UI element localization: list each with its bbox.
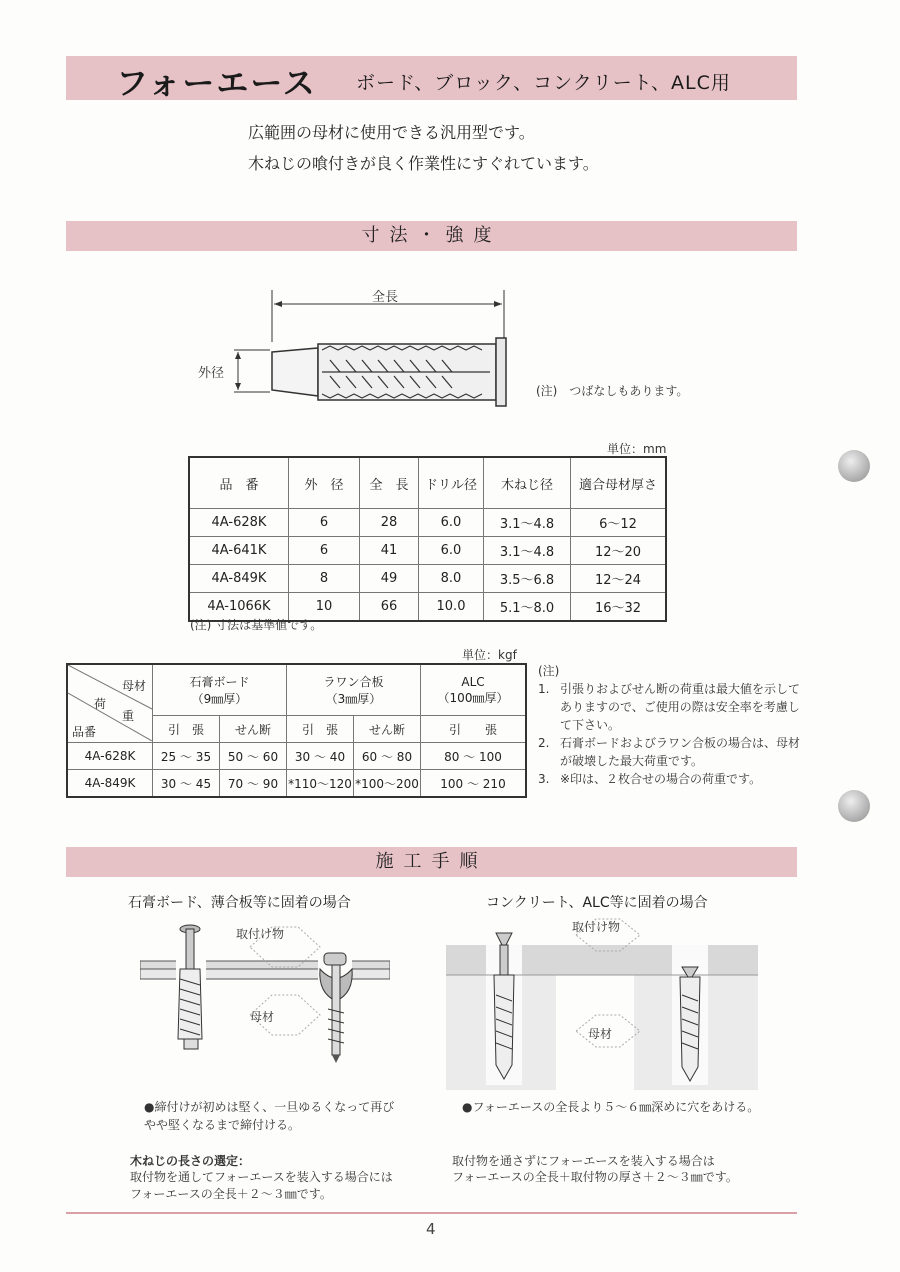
table-row bbox=[189, 565, 666, 593]
cell: 25 ～ 35 bbox=[153, 743, 220, 770]
cell: 12～20 bbox=[571, 537, 667, 565]
load-corner-cell bbox=[67, 664, 153, 743]
load-table bbox=[66, 663, 527, 798]
note-number: 1. bbox=[538, 682, 550, 696]
cell: 12～24 bbox=[571, 565, 667, 593]
cell: 8 bbox=[289, 565, 360, 593]
corner-load-label-2: 重 bbox=[122, 709, 135, 723]
left-fixture-label: 取付け物 bbox=[236, 927, 285, 941]
dimension-table bbox=[188, 456, 667, 622]
load-header-row bbox=[67, 664, 526, 716]
material-gypsum bbox=[153, 664, 287, 716]
dimension-header-row bbox=[189, 457, 666, 509]
load-notes bbox=[538, 662, 800, 788]
footer-rule bbox=[66, 1212, 797, 1214]
diameter-label: 外径 bbox=[198, 366, 225, 381]
material-plywood-thickness: （3㎜厚） bbox=[325, 692, 382, 706]
cell: 70 ～ 90 bbox=[220, 770, 287, 798]
material-gypsum-name: 石膏ボード bbox=[189, 675, 250, 689]
material-alc bbox=[421, 664, 527, 716]
section-procedure-title: 施工手順 bbox=[66, 847, 797, 877]
note-text: 石膏ボードおよびラワン合板の場合は、母材が破壊した最大荷重です。 bbox=[560, 736, 801, 768]
subheader-shear: せん断 bbox=[220, 716, 287, 743]
cell: 6～12 bbox=[571, 509, 667, 537]
left-base-label: 母材 bbox=[250, 1010, 275, 1024]
cell: 4A-641K bbox=[189, 537, 289, 565]
intro-line-2: 木ねじの喰付きが良く作業性にすぐれています。 bbox=[248, 154, 599, 173]
dimension-unit: 単位：mm bbox=[607, 442, 667, 456]
note-number: 2. bbox=[538, 736, 550, 750]
cell: 10 bbox=[289, 593, 360, 622]
cell: 6.0 bbox=[419, 509, 484, 537]
note-text: 引張りおよびせん断の荷重は最大値を示してありますので、ご使用の際は安全率を考慮して下さい。 bbox=[560, 682, 801, 732]
cell: 4A-628K bbox=[189, 509, 289, 537]
subheader-tension: 引 張 bbox=[421, 716, 527, 743]
cell: 5.1～8.0 bbox=[484, 593, 571, 622]
cell: 3.1～4.8 bbox=[484, 509, 571, 537]
title-band bbox=[66, 56, 797, 100]
left-screw-text-2: フォーエースの全長＋２～３㎜です。 bbox=[130, 1187, 332, 1201]
cell: 4A-849K bbox=[67, 770, 153, 798]
subheader-tension: 引 張 bbox=[287, 716, 354, 743]
right-base-label: 母材 bbox=[588, 1027, 613, 1041]
cell: 60 ～ 80 bbox=[354, 743, 421, 770]
anchor-diagram bbox=[190, 280, 530, 420]
cell: 4A-849K bbox=[189, 565, 289, 593]
intro-line-1: 広範囲の母材に使用できる汎用型です。 bbox=[248, 123, 535, 142]
col-outer-diameter: 外 径 bbox=[289, 457, 360, 509]
subheader-tension: 引 張 bbox=[153, 716, 220, 743]
cell: 41 bbox=[360, 537, 419, 565]
cell: 30 ～ 45 bbox=[153, 770, 220, 798]
material-alc-thickness: （100㎜厚） bbox=[437, 690, 509, 705]
cell: 6.0 bbox=[419, 537, 484, 565]
cell: 50 ～ 60 bbox=[220, 743, 287, 770]
product-title: フォーエース bbox=[116, 64, 317, 102]
cell: 49 bbox=[360, 565, 419, 593]
table-row bbox=[67, 743, 526, 770]
cell: 10.0 bbox=[419, 593, 484, 622]
load-unit: 単位：kgf bbox=[462, 648, 517, 662]
cell: 80 ～ 100 bbox=[421, 743, 527, 770]
diagram-note: (注) つばなしもあります。 bbox=[536, 384, 689, 398]
right-bullet: ●フォーエースの全長より５～６㎜深めに穴をあける。 bbox=[462, 1100, 760, 1114]
material-gypsum-thickness: （9㎜厚） bbox=[191, 692, 248, 706]
table-row bbox=[189, 509, 666, 537]
left-procedure-heading: 石膏ボード、薄合板等に固着の場合 bbox=[128, 895, 351, 911]
dimension-table-note: (注) 寸法は基準値です。 bbox=[190, 618, 323, 632]
cell: 4A-628K bbox=[67, 743, 153, 770]
cell: 3.5～6.8 bbox=[484, 565, 571, 593]
cell: *110～120 bbox=[287, 770, 354, 798]
right-screw-text-2: フォーエースの全長＋取付物の厚さ＋２～３㎜です。 bbox=[452, 1170, 738, 1184]
cell: 8.0 bbox=[419, 565, 484, 593]
left-bullet: ●締付けが初めは堅く、一旦ゆるくなって再びやや堅くなるまで締付ける。 bbox=[144, 1100, 395, 1132]
total-length-label: 全長 bbox=[372, 290, 399, 305]
table-row bbox=[189, 537, 666, 565]
note-text: ※印は、２枚合せの場合の荷重です。 bbox=[560, 772, 762, 786]
screw-length-title: 木ねじの長さの選定： bbox=[130, 1154, 251, 1168]
note-item bbox=[538, 770, 800, 788]
cell: 30 ～ 40 bbox=[287, 743, 354, 770]
note-item bbox=[538, 734, 800, 770]
col-total-length: 全 長 bbox=[360, 457, 419, 509]
right-procedure-heading: コンクリート、ALC等に固着の場合 bbox=[486, 895, 708, 911]
concrete-install-illustration bbox=[446, 915, 758, 1090]
cell: 4A-1066K bbox=[189, 593, 289, 622]
cell: 3.1～4.8 bbox=[484, 537, 571, 565]
cell: 100 ～ 210 bbox=[421, 770, 527, 798]
corner-base-label: 母材 bbox=[121, 679, 146, 693]
cell: 6 bbox=[289, 509, 360, 537]
binder-hole-bottom bbox=[838, 790, 870, 822]
binder-hole-top bbox=[838, 450, 870, 482]
cell: 16～32 bbox=[571, 593, 667, 622]
table-row bbox=[67, 770, 526, 798]
right-fixture-label: 取付け物 bbox=[572, 920, 621, 934]
cell: 6 bbox=[289, 537, 360, 565]
corner-load-label-1: 荷 bbox=[94, 697, 107, 711]
page-number: 4 bbox=[426, 1220, 436, 1238]
col-screw-diameter: 木ねじ径 bbox=[484, 457, 571, 509]
col-part-number: 品 番 bbox=[189, 457, 289, 509]
cell: *100～200 bbox=[354, 770, 421, 798]
material-plywood bbox=[287, 664, 421, 716]
right-screw-text-1: 取付物を通さずにフォーエースを装入する場合は bbox=[452, 1154, 715, 1168]
notes-title: (注) bbox=[538, 664, 560, 678]
cell: 66 bbox=[360, 593, 419, 622]
material-alc-name: ALC bbox=[461, 674, 485, 689]
product-usage: ボード、ブロック、コンクリート、ALC用 bbox=[356, 72, 731, 94]
left-screw-text-1: 取付物を通してフォーエースを装入する場合には bbox=[130, 1170, 393, 1184]
material-plywood-name: ラワン合板 bbox=[323, 675, 384, 689]
subheader-shear: せん断 bbox=[354, 716, 421, 743]
cell: 28 bbox=[360, 509, 419, 537]
note-number: 3. bbox=[538, 772, 550, 786]
col-drill-diameter: ドリル径 bbox=[419, 457, 484, 509]
note-item bbox=[538, 680, 800, 734]
corner-part-label: 品番 bbox=[72, 725, 97, 739]
col-base-thickness: 適合母材厚さ bbox=[571, 457, 667, 509]
section-dimensions-title: 寸法・強度 bbox=[66, 221, 797, 251]
